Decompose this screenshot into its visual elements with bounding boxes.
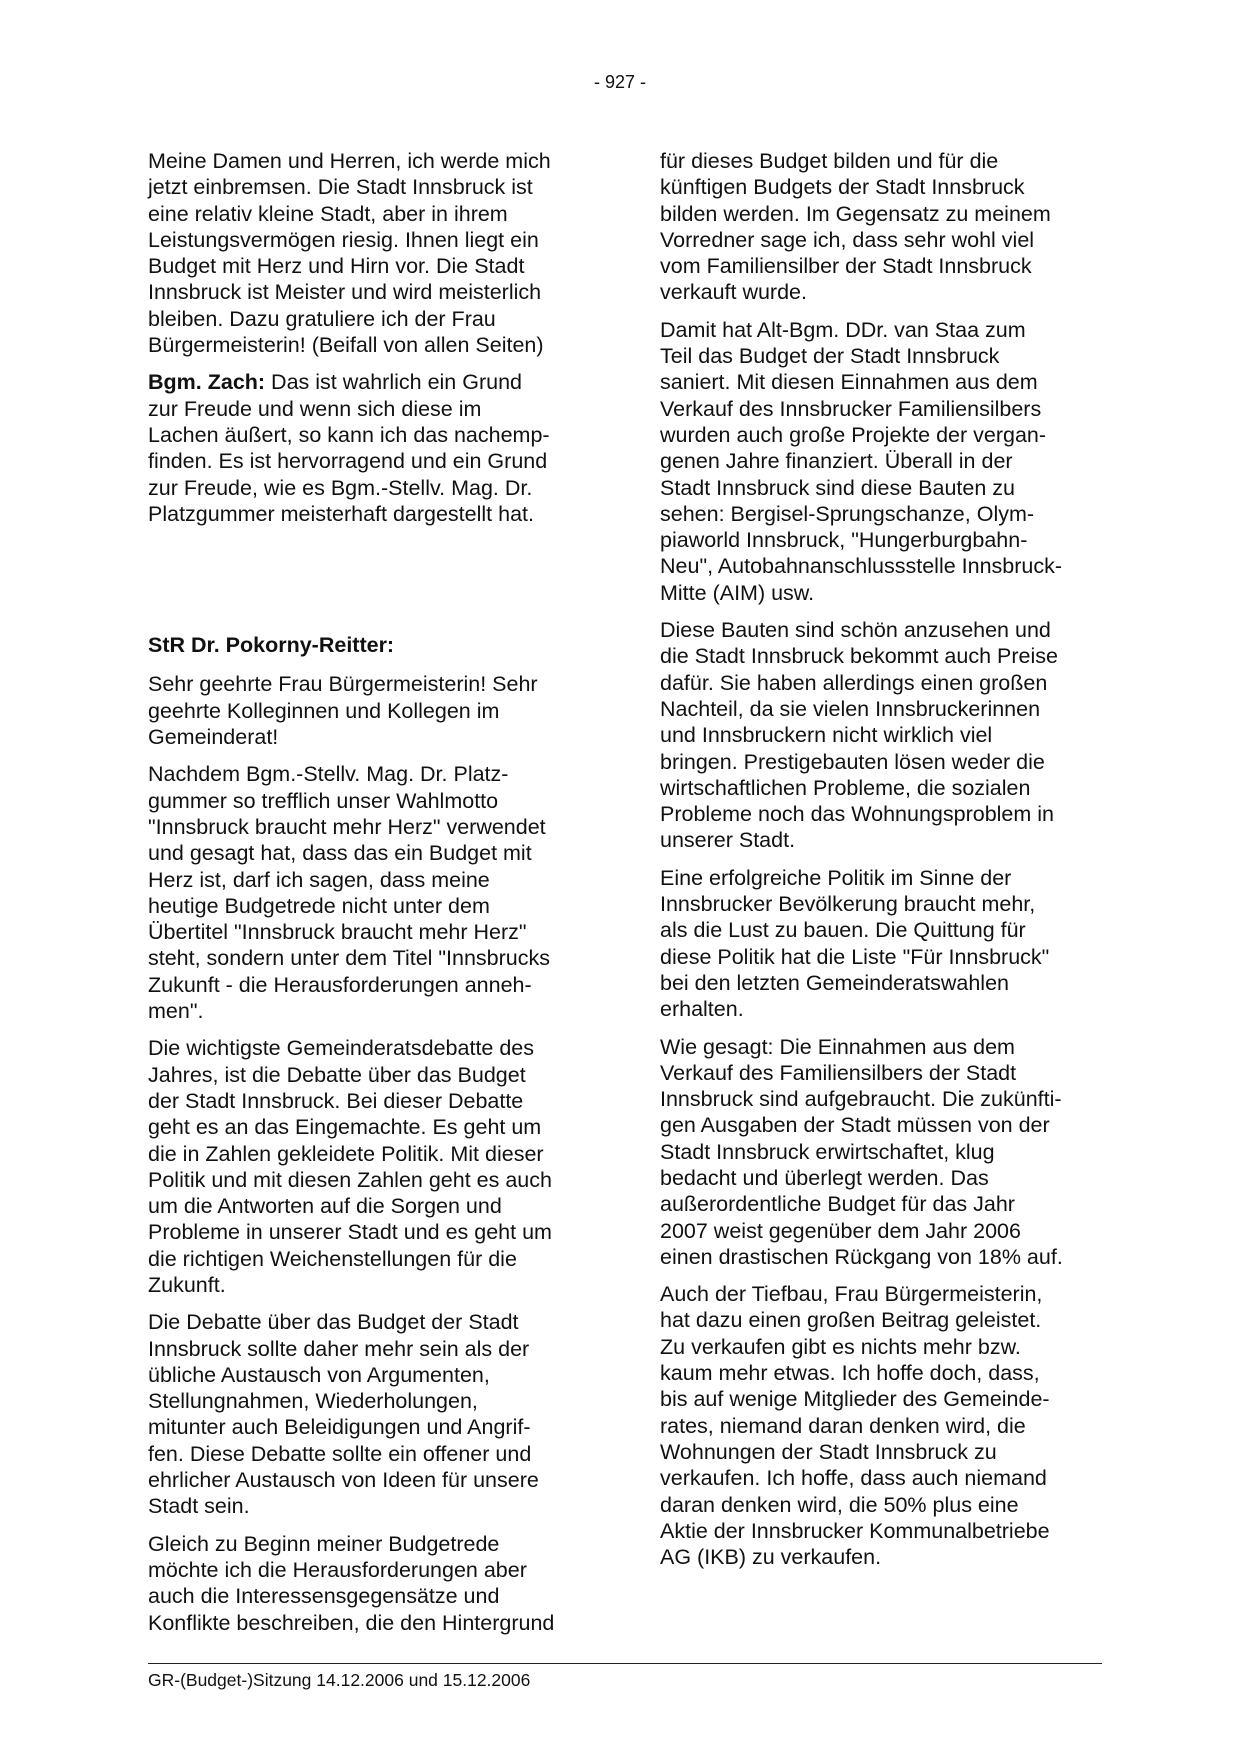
left-column — [148, 148, 598, 1647]
footer-divider — [148, 1663, 1102, 1664]
paragraph: Damit hat Alt-Bgm. DDr. van Staa zum Teil das Budget der Stadt Innsbruck saniert. Mit diesen Einnahmen aus dem Verkauf des Innsbrucker Familiensilbers wurden auch große Projekte der vergan- genen Jahre finanziert. Überall in der Stadt Innsbruck sind diese Bauten zu sehen: Bergisel-Sprungschanze, Olym- piaworld Innsbruck, "Hungerburgbahn- Neu", Autobahnanschlussstelle Innsbruck- Mitte (AIM) usw. — [660, 317, 1063, 605]
paragraph: für dieses Budget bilden und für die künftigen Budgets der Stadt Innsbruck bilden werden. Im Gegensatz zu meinem Vorredner sage ich, dass sehr wohl viel vom Familiensilber der Stadt Innsbruck verkauft wurde. — [660, 149, 1051, 305]
paragraph: Auch der Tiefbau, Frau Bürgermeisterin, hat dazu einen großen Beitrag geleistet. Zu verkaufen gibt es nichts mehr bzw. kaum mehr etwas. Ich hoffe doch, dass, bis auf wenige Mitglieder des Gemeinde- rates, niemand daran denken wird, die Wohnungen der Stadt Innsbruck zu verkaufen. Ich hoffe, dass auch niemand daran denken wird, die 50% plus eine Aktie der Innsbrucker Kommunalbetriebe AG (IKB) zu verkaufen. — [660, 1282, 1050, 1570]
paragraph: Eine erfolgreiche Politik im Sinne der Innsbrucker Bevölkerung braucht mehr, als die Lust zu bauen. Die Quittung für diese Politik hat die Liste "Für Innsbruck" bei den letzten Gemeinderatswahlen erhalten. — [660, 865, 1050, 1022]
footer-session-info: GR-(Budget-)Sitzung 14.12.2006 und 15.12.2006 — [148, 1670, 531, 1690]
right-column — [660, 148, 1100, 1581]
paragraph: Sehr geehrte Frau Bürgermeisterin! Sehr geehrte Kolleginnen und Kollegen im Gemeinderat! — [148, 672, 538, 750]
paragraph: Die wichtigste Gemeinderatsdebatte des Jahres, ist die Debatte über das Budget der Stadt Innsbruck. Bei dieser Debatte geht es an das Eingemachte. Es geht um die in Zahlen gekleidete Politik. Mit dieser Politik und mit diesen Zahlen geht es auch um die Antworten auf die Sorgen und Probleme in unserer Stadt und es geht um die richtigen Weichenstellungen für die Zukunft. — [148, 1036, 552, 1297]
paragraph: Meine Damen und Herren, ich werde mich jetzt einbremsen. Die Stadt Innsbruck ist eine relativ kleine Stadt, aber in ihrem Leistungsvermögen riesig. Ihnen liegt ein Budget mit Herz und Hirn vor. Die Stadt Innsbruck ist Meister und wird meisterlich bleiben. Dazu gratuliere ich der Frau Bürgermeisterin! (Beifall von allen Seiten) — [148, 149, 551, 358]
paragraph: Wie gesagt: Die Einnahmen aus dem Verkauf des Familiensilbers der Stadt Innsbruck sind aufgebraucht. Die zukünfti- gen Ausgaben der Stadt müssen von der Stadt Innsbruck erwirtschaftet, klug bedacht und überlegt werden. Das außerordentliche Budget für das Jahr 2007 weist gegenüber dem Jahr 2006 einen drastischen Rückgang von 18% auf. — [660, 1034, 1063, 1269]
section-spacer — [148, 538, 598, 632]
paragraph: Gleich zu Beginn meiner Budgetrede möchte ich die Herausforderungen aber auch die Interessensgegensätze und Konflikte beschreiben, die den Hintergrund — [148, 1531, 555, 1635]
speaker-name: Bgm. Zach: — [148, 370, 266, 395]
paragraph: Nachdem Bgm.-Stellv. Mag. Dr. Platz- gummer so trefflich unser Wahlmotto "Innsbruck braucht mehr Herz" verwendet und gesagt hat, dass das ein Budget mit Herz ist, darf ich sagen, dass meine heutige Budgetrede nicht unter dem Übertitel "Innsbruck braucht mehr Herz" steht, sondern unter dem Titel "Innsbrucks Zukunft - die Herausforderungen anneh- men". — [148, 762, 551, 1024]
page-number: - 927 - — [593, 72, 647, 92]
paragraph: Diese Bauten sind schön anzusehen und die Stadt Innsbruck bekommt auch Preise dafür. Sie haben allerdings einen großen Nachteil, da sie vielen Innsbruckerinnen und Innsbruckern nicht wirklich viel bringen. Prestigebauten lösen weder die wirtschaftlichen Probleme, die sozialen Probleme noch das Wohnungsproblem in unserer Stadt. — [660, 618, 1058, 853]
paragraph: Die Debatte über das Budget der Stadt Innsbruck sollte daher mehr sein als der übliche Austausch von Argumenten, Stellungnahmen, Wiederholungen, mitunter auch Beleidigungen und Angrif- fen. Diese Debatte sollte ein offener und ehrlicher Austausch von Ideen für unsere Stadt sein. — [148, 1310, 539, 1519]
speaker-text: Das ist wahrlich ein Grund zur Freude und wenn sich diese im Lachen äußert, so kann ich das nachemp- finden. Es ist hervorragend und ein Grund zur Freude, wie es Bgm.-Stellv. Mag. Dr. Platzgummer meisterhaft dargestellt hat. — [148, 370, 550, 526]
speaker-heading: StR Dr. Pokorny-Reitter: — [148, 633, 395, 658]
speaker-paragraph — [148, 369, 598, 527]
